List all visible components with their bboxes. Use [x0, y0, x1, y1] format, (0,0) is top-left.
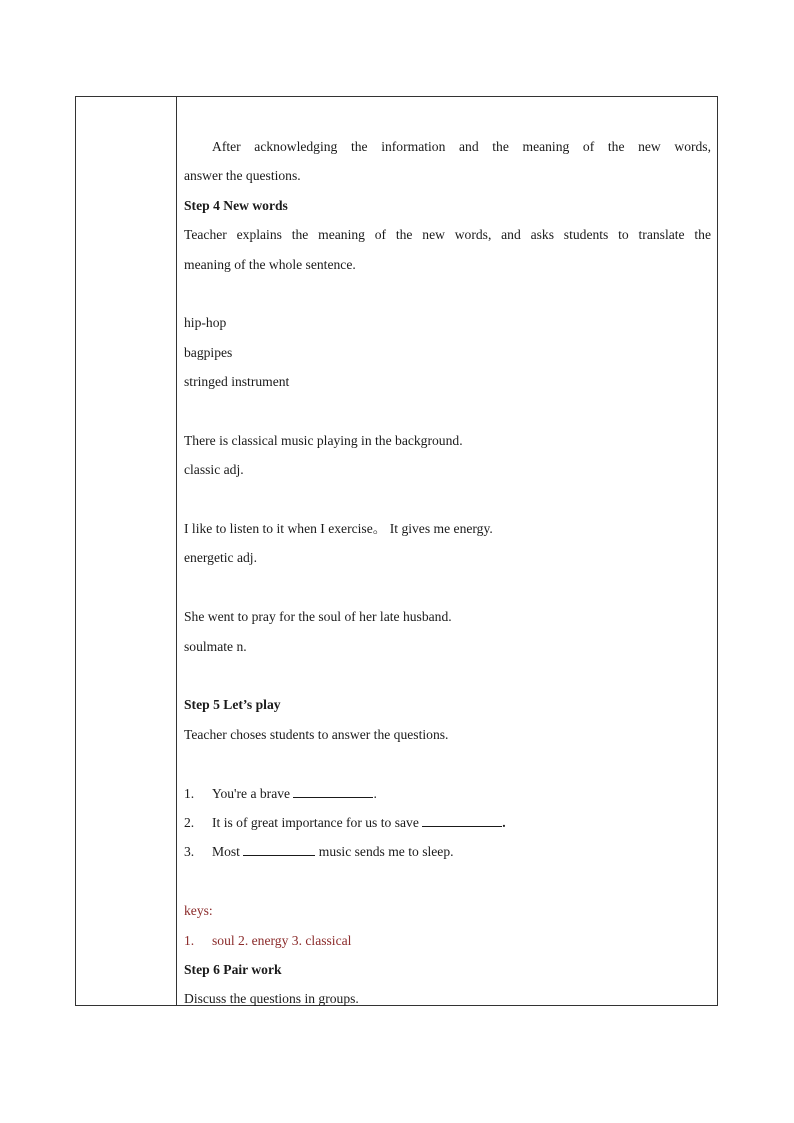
word-soulmate: soulmate n. [184, 638, 247, 654]
intro-line-1: After acknowledging the information and the meaning of the new words, [212, 139, 711, 154]
new-word-hip-hop: hip-hop [184, 315, 227, 331]
keys-number: 1. [184, 932, 195, 948]
step6-desc: Discuss the questions in groups. [184, 991, 359, 1007]
example-sentence-3: She went to pray for the soul of her late husband. [184, 609, 452, 625]
content-cell [184, 132, 711, 1014]
question-text: It is of great importance for us to save [212, 814, 423, 830]
step4-desc-line-2: meaning of the whole sentence. [184, 256, 356, 272]
question-text: You're a brave [212, 785, 294, 801]
question-end: . [373, 785, 377, 801]
word-classic: classic adj. [184, 462, 244, 478]
step5-desc: Teacher choses students to answer the questions. [184, 726, 449, 742]
step4-desc-line-1: Teacher explains the meaning of the new words, and asks students to translate the [184, 227, 711, 243]
step6-heading: Step 6 Pair work [184, 961, 282, 977]
question-2 [184, 808, 711, 837]
answer-blank [422, 813, 502, 827]
question-number: 3. [184, 844, 195, 860]
step5-heading: Step 5 Let’s play [184, 697, 281, 713]
lesson-table [75, 96, 718, 1006]
question-number: 1. [184, 785, 195, 801]
keys-answers [184, 926, 711, 955]
question-end: . [502, 814, 506, 830]
question-1 [184, 779, 711, 808]
intro-line-2: answer the questions. [184, 168, 301, 184]
step4-heading: Step 4 New words [184, 197, 288, 213]
question-number: 2. [184, 814, 195, 830]
keys-label: keys: [184, 903, 213, 919]
word-energetic: energetic adj. [184, 550, 257, 566]
example-sentence-2: I like to listen to it when I exercise。 It gives me energy. [184, 521, 493, 537]
question-3 [184, 837, 711, 866]
new-word-stringed-instrument: stringed instrument [184, 374, 290, 390]
answer-blank [293, 784, 373, 798]
new-word-bagpipes: bagpipes [184, 344, 233, 360]
answer-blank [243, 842, 315, 856]
question-text: Most [212, 844, 244, 860]
keys-text: soul 2. energy 3. classical [212, 932, 352, 948]
column-divider [176, 97, 177, 1005]
question-end: music sends me to sleep. [315, 844, 454, 860]
example-sentence-1: There is classical music playing in the background. [184, 432, 463, 448]
